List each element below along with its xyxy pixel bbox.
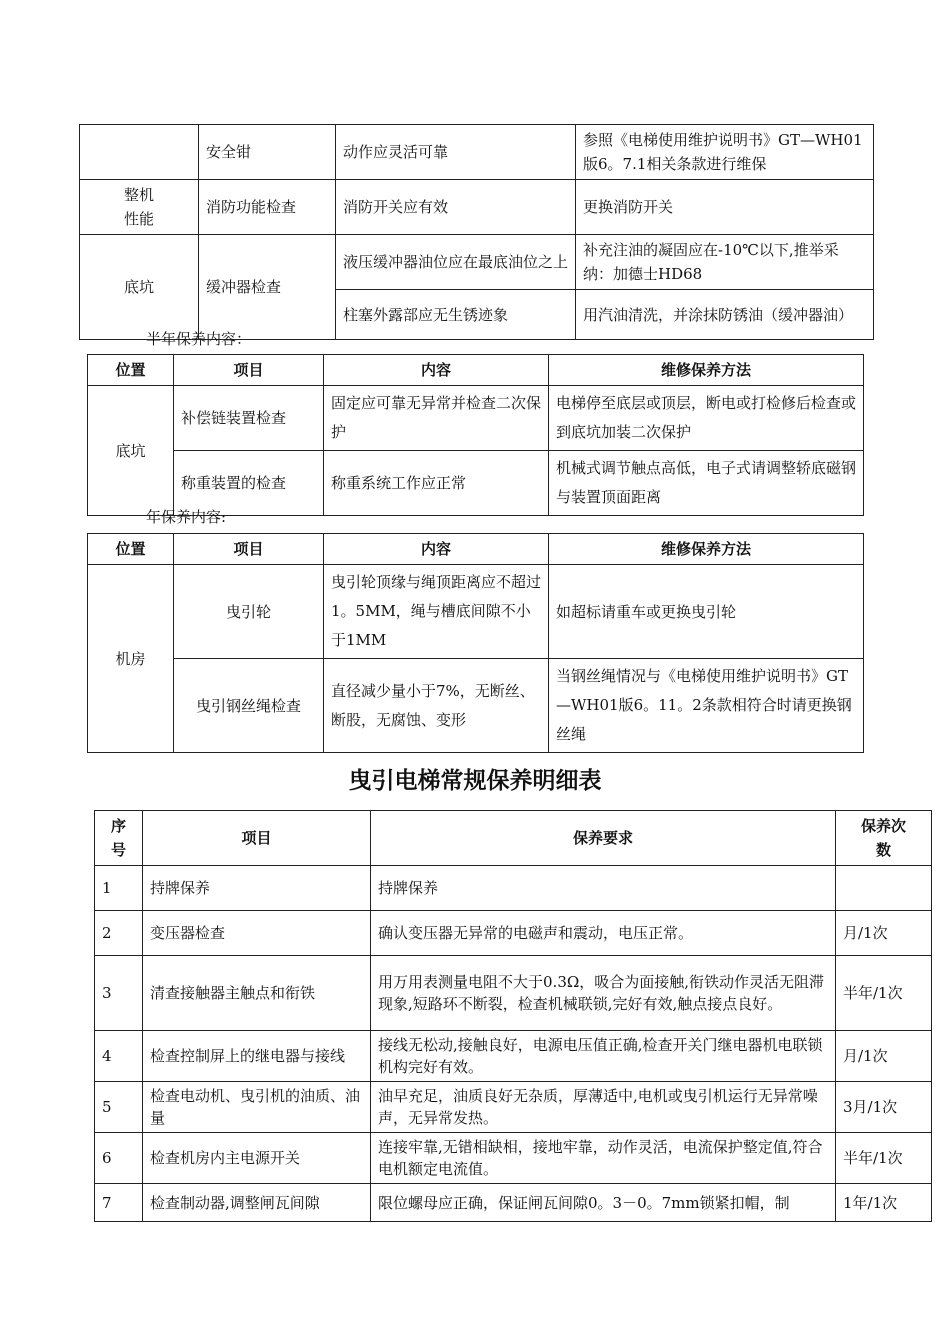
content-cell: 消防开关应有效 — [336, 180, 576, 235]
column-header: 维修保养方法 — [549, 534, 864, 565]
column-header: 内容 — [324, 355, 549, 386]
item-cell: 检查电动机、曳引机的油质、油量 — [143, 1082, 371, 1133]
item-cell: 变压器检查 — [143, 911, 371, 956]
table-row — [95, 1031, 932, 1082]
content-cell: 液压缓冲器油位应在最底油位之上 — [336, 235, 576, 290]
method-cell: 补充注油的凝固应在-10℃以下,推举采纳：加德士HD68 — [576, 235, 874, 290]
method-cell: 用汽油清洗，并涂抹防锈油（缓冲器油） — [576, 290, 874, 340]
table-row — [95, 866, 932, 911]
req-cell: 限位螺母应正确，保证闸瓦间隙0。3－0。7mm锁紧扣帽，制 — [371, 1184, 836, 1222]
req-cell: 连接牢靠,无错相缺相，接地牢靠，动作灵活，电流保护整定值,符合电机额定电流值。 — [371, 1133, 836, 1184]
item-cell: 检查控制屏上的继电器与接线 — [143, 1031, 371, 1082]
content-cell: 曳引轮顶缘与绳顶距离应不超过1。5MM，绳与槽底间隙不小于1MM — [324, 565, 549, 659]
no-cell: 4 — [95, 1031, 143, 1082]
table-row — [95, 1184, 932, 1222]
semiannual-label: 半年保养内容： — [146, 330, 252, 348]
method-cell: 更换消防开关 — [576, 180, 874, 235]
position-cell: 机房 — [88, 565, 174, 753]
table-row — [88, 565, 864, 659]
annual-table — [87, 533, 864, 753]
annual-label: 年保养内容: — [146, 508, 227, 526]
detail-table — [94, 810, 932, 1222]
req-cell: 持牌保养 — [371, 866, 836, 911]
item-cell: 补偿链装置检查 — [174, 386, 324, 451]
table-row — [88, 386, 864, 451]
req-cell: 接线无松动,接触良好，电源电压值正确,检查开关门继电器机电联锁机构完好有效。 — [371, 1031, 836, 1082]
method-cell: 电梯停至底层或顶层，断电或打检修后检查或到底坑加装二次保护 — [549, 386, 864, 451]
item-cell: 安全钳 — [199, 125, 336, 180]
table-row — [95, 1133, 932, 1184]
column-header: 保养次数 — [836, 811, 932, 866]
freq-cell: 半年/1次 — [836, 956, 932, 1031]
column-header: 位置 — [88, 355, 174, 386]
req-cell: 用万用表测量电阻不大于0.3Ω，吸合为面接触,衔铁动作灵活无阻滞现象,短路环不断裂，检查机械联锁,完好有效,触点接点良好。 — [371, 956, 836, 1031]
column-header: 项目 — [174, 355, 324, 386]
method-cell: 参照《电梯使用维护说明书》GT—WH01版6。7.1相关条款进行维保 — [576, 125, 874, 180]
column-header: 项目 — [174, 534, 324, 565]
req-cell: 油早充足，油质良好无杂质，厚薄适中,电机或曳引机运行无异常噪声，无异常发热。 — [371, 1082, 836, 1133]
freq-cell: 月/1次 — [836, 1031, 932, 1082]
content-cell: 固定应可靠无异常并检查二次保护 — [324, 386, 549, 451]
item-cell: 检查机房内主电源开关 — [143, 1133, 371, 1184]
position-cell: 整机性能 — [80, 180, 199, 235]
column-header: 序号 — [95, 811, 143, 866]
item-cell: 消防功能检查 — [199, 180, 336, 235]
column-header: 维修保养方法 — [549, 355, 864, 386]
freq-cell: 1年/1次 — [836, 1184, 932, 1222]
position-cell: 底坑 — [80, 235, 199, 340]
position-cell: 底坑 — [88, 386, 174, 516]
content-cell: 动作应灵活可靠 — [336, 125, 576, 180]
item-cell: 曳引轮 — [174, 565, 324, 659]
column-header: 保养要求 — [371, 811, 836, 866]
table-row — [95, 1082, 932, 1133]
table-header-row — [88, 534, 864, 565]
table-row — [80, 235, 874, 290]
item-cell: 曳引钢丝绳检查 — [174, 659, 324, 753]
table-row — [80, 125, 874, 180]
semiannual-table — [87, 354, 864, 516]
page-title: 曳引电梯常规保养明细表 — [348, 768, 602, 794]
item-cell: 称重装置的检查 — [174, 451, 324, 516]
table-header-row — [88, 355, 864, 386]
content-cell: 直径减少量小于7%，无断丝、断股，无腐蚀、变形 — [324, 659, 549, 753]
no-cell: 2 — [95, 911, 143, 956]
column-header: 项目 — [143, 811, 371, 866]
table-row — [95, 911, 932, 956]
item-cell: 持牌保养 — [143, 866, 371, 911]
maintenance-table-continued — [79, 124, 874, 340]
table-header-row — [95, 811, 932, 866]
freq-cell: 半年/1次 — [836, 1133, 932, 1184]
no-cell: 5 — [95, 1082, 143, 1133]
freq-cell: 月/1次 — [836, 911, 932, 956]
table-row — [95, 956, 932, 1031]
no-cell: 7 — [95, 1184, 143, 1222]
table-row — [88, 659, 864, 753]
no-cell: 1 — [95, 866, 143, 911]
method-cell: 如超标请重车或更换曳引轮 — [549, 565, 864, 659]
no-cell: 3 — [95, 956, 143, 1031]
item-cell: 清查接触器主触点和衔铁 — [143, 956, 371, 1031]
column-header: 位置 — [88, 534, 174, 565]
method-cell: 机械式调节触点高低，电子式请调整轿底磁钢与装置顶面距离 — [549, 451, 864, 516]
freq-cell — [836, 866, 932, 911]
table-row — [80, 180, 874, 235]
item-cell: 缓冲器检查 — [199, 235, 336, 340]
req-cell: 确认变压器无异常的电磁声和震动，电压正常。 — [371, 911, 836, 956]
content-cell: 称重系统工作应正常 — [324, 451, 549, 516]
content-cell: 柱塞外露部应无生锈迹象 — [336, 290, 576, 340]
column-header: 内容 — [324, 534, 549, 565]
position-cell — [80, 125, 199, 180]
freq-cell: 3月/1次 — [836, 1082, 932, 1133]
method-cell: 当钢丝绳情况与《电梯使用维护说明书》GT—WH01版6。11。2条款相符合时请更换钢丝绳 — [549, 659, 864, 753]
no-cell: 6 — [95, 1133, 143, 1184]
item-cell: 检查制动器,调整闸瓦间隙 — [143, 1184, 371, 1222]
